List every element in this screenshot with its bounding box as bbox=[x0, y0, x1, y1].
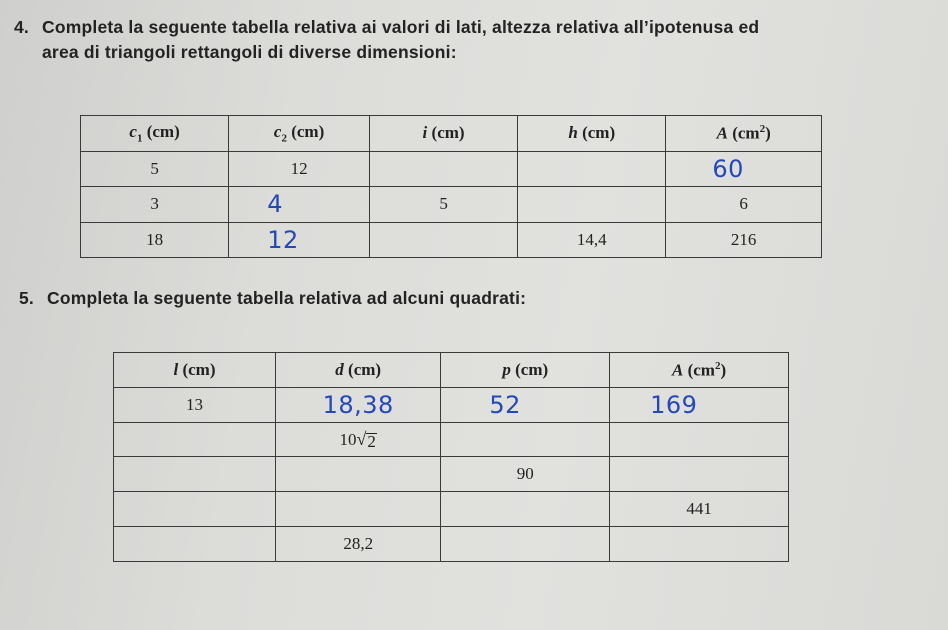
cell-d bbox=[276, 422, 441, 457]
cell-h: 14,4 bbox=[518, 222, 666, 258]
header-h: h (cm) bbox=[518, 116, 666, 152]
header-p: p (cm) bbox=[441, 353, 610, 388]
header-d: d (cm) bbox=[276, 353, 441, 388]
cell-area-handwritten: 60 bbox=[666, 151, 822, 187]
question-number: 5. bbox=[19, 288, 34, 308]
cell-l: 13 bbox=[114, 387, 276, 422]
cell-area bbox=[610, 422, 789, 457]
cell-c1: 3 bbox=[81, 187, 229, 223]
cell-p bbox=[441, 527, 610, 562]
cell-area-handwritten: 169 bbox=[610, 387, 789, 422]
header-i: i (cm) bbox=[369, 116, 517, 152]
triangle-table bbox=[80, 115, 822, 258]
table-row bbox=[81, 222, 822, 258]
cell-area bbox=[610, 527, 789, 562]
cell-d bbox=[276, 457, 441, 492]
cell-i bbox=[369, 222, 517, 258]
table-header-row bbox=[81, 116, 822, 152]
cell-h bbox=[518, 187, 666, 223]
coefficient: 10 bbox=[339, 430, 357, 450]
cell-area: 6 bbox=[666, 187, 822, 223]
cell-p bbox=[441, 422, 610, 457]
header-area: A $(cm^2)$ bbox=[666, 116, 822, 152]
square-root-expression bbox=[339, 429, 376, 450]
cell-p bbox=[441, 492, 610, 527]
cell-d-handwritten: 18,38 bbox=[276, 387, 441, 422]
radical-sign: √ bbox=[356, 429, 367, 450]
header-c1: $c_1$ (cm) bbox=[81, 116, 229, 152]
cell-l bbox=[114, 422, 276, 457]
cell-c2-handwritten: 4 bbox=[229, 187, 370, 223]
cell-h bbox=[518, 151, 666, 187]
cell-d: 28,2 bbox=[276, 527, 441, 562]
table-row bbox=[114, 457, 789, 492]
question-4 bbox=[14, 15, 759, 65]
table-row bbox=[114, 492, 789, 527]
table-row bbox=[114, 422, 789, 457]
cell-l bbox=[114, 492, 276, 527]
cell-area: 441 bbox=[610, 492, 789, 527]
cell-c2-handwritten: 12 bbox=[229, 222, 370, 258]
table-row bbox=[81, 187, 822, 223]
radicand: 2 bbox=[367, 432, 376, 452]
question-text-line-1: Completa la seguente tabella relativa ad alcuni quadrati: bbox=[47, 288, 527, 308]
table-row bbox=[114, 387, 789, 422]
question-text-line-2: area di triangoli rettangoli di diverse dimensioni: bbox=[42, 42, 457, 62]
cell-area bbox=[610, 457, 789, 492]
table-row bbox=[81, 151, 822, 187]
header-c2: $c_2$ (cm) bbox=[229, 116, 370, 152]
square-table bbox=[113, 352, 789, 562]
cell-p-handwritten: 52 bbox=[441, 387, 610, 422]
cell-i: 5 bbox=[369, 187, 517, 223]
table-header-row bbox=[114, 353, 789, 388]
cell-area: 216 bbox=[666, 222, 822, 258]
cell-c1: 18 bbox=[81, 222, 229, 258]
question-number: 4. bbox=[14, 17, 29, 37]
header-l: l (cm) bbox=[114, 353, 276, 388]
cell-i bbox=[369, 151, 517, 187]
question-5 bbox=[19, 286, 526, 311]
header-area: A $(cm^2)$ bbox=[610, 353, 789, 388]
table-row bbox=[114, 527, 789, 562]
cell-l bbox=[114, 457, 276, 492]
cell-l bbox=[114, 527, 276, 562]
cell-p: 90 bbox=[441, 457, 610, 492]
cell-d bbox=[276, 492, 441, 527]
cell-c1: 5 bbox=[81, 151, 229, 187]
question-text-line-1: Completa la seguente tabella relativa ai valori di lati, altezza relativa all’ipotenusa ed bbox=[42, 17, 760, 37]
cell-c2: 12 bbox=[229, 151, 370, 187]
